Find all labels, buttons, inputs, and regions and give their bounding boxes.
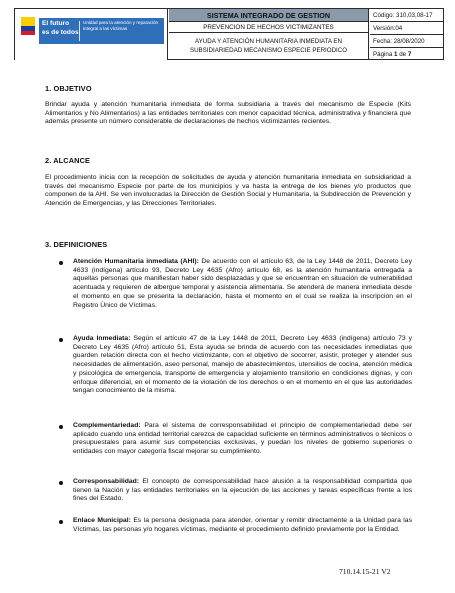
definition-term: Corresponsabilidad: [73, 478, 140, 485]
agency-logo [15, 9, 168, 60]
definition-text: De acuerdo con el artículo 63, de la Ley 1448 de 2011, Decreto Ley 4633 (indígena) artículo 93, Decreto Ley 4635 (Afro) artículo 68, es la atención humanitaria entregada a aquellas personas que manifiestan haber sido desplazadas y que se encuentran en situación de vulnerabilidad acentuada y requieren de albergue temporal y asistencia alimentaria. Se atenderá de manera inmediata desde el momento en que se presenta la declaración, hasta el momento en el cual se realiza la inscripción en el Registro Único de Víctimas. [73, 258, 412, 309]
page-prefix: Página [373, 51, 393, 58]
system-title: SISTEMA INTEGRADO DE GESTION [169, 9, 369, 22]
definition-text: El concepto de corresponsabilidad hace alusión a la responsabilidad compartida que tienen la Nación y las entidades territoriales en la ejecución de las acciones y tareas específicas frente a los fines del Estado. [73, 478, 412, 503]
section-heading-alcance: 2. ALCANCE [45, 156, 91, 165]
colombia-flag-icon [21, 17, 35, 35]
definition-text: Según el artículo 47 de la Ley 1448 de 2011, Decreto Ley 4633 (indígena) artículo 73 y Decreto Ley 4635 (Afro) artículo 51, Esta ayuda se brinda de acuerdo con las necesidades inmediatas que guarden relación directa con el hecho victimizante, con el objetivo de socorrer, asistir, proteger y atender sus necesidades de alimentación, aseo personal, manejo de abastecimientos, utensilios de cocina, atención médica y psicológica de emergencia, transporte de emergencia y alojamiento transitorio en condiciones dignas, y con enfoque diferencial, en el momento de la violación de los derechos o en el momento en el que las autoridades tengan conocimiento de la misma. [73, 335, 413, 395]
definition-term: Atención Humanitaria inmediata (AHI): [73, 258, 199, 265]
definition-item [73, 422, 412, 457]
brand-block [39, 18, 164, 44]
document-code: Código: 310,03,08-17 [370, 9, 444, 22]
bullet-icon [59, 481, 63, 485]
procedure-title: AYUDA Y ATENCIÓN HUMANITARIA INMEDIATA EN SUBSIDIARIEDAD MECANISMO ESPECIE PERIODICO [169, 33, 369, 60]
definition-term: Enlace Municipal: [73, 517, 131, 524]
definition-text: Para el sistema de corresponsabilidad el principio de complementariedad debe ser aplicado cuando una entidad territorial carezca de capacidad suficiente en términos administrativos o técnicos o presupuestales para asumir sus competencias exclusivas, y puedan los niveles de gobierno superiores o entidades con mayor categoría fiscal mejorar su cumplimiento. [73, 422, 412, 456]
brand-line-2: es de todos [42, 29, 79, 36]
document-reference: 710.14.15-21 V2 [339, 567, 391, 576]
agency-name: Unidad para la atención y reparación integral a las víctimas [83, 20, 159, 31]
bullet-icon [59, 425, 63, 429]
page-indicator [370, 48, 444, 60]
page-total: 7 [407, 51, 412, 58]
definition-item [73, 517, 412, 534]
bullet-icon [59, 261, 63, 265]
page-number: 1 [394, 51, 398, 58]
definition-term: Complementariedad: [73, 422, 141, 429]
bullet-icon [59, 338, 63, 342]
definition-item [73, 335, 412, 396]
brand-line-1: El futuro [42, 20, 70, 27]
document-version: Versión:04 [370, 22, 444, 35]
definition-text: Es la persona designada para atender, orientar y remitir directamente a la Unidad para las Víctimas, las personas y/o hogares víctimas, mediante el procedimiento definido previamente por la Entidad. [73, 517, 412, 533]
section-heading-definiciones: 3. DEFINICIONES [45, 240, 108, 249]
document-date: Fecha: 28/08/2020 [370, 35, 444, 48]
brand-divider [79, 21, 80, 41]
objetivo-paragraph: Brindar ayuda y atención humanitaria inmediata de forma subsidiaria a través del mecanismo de Especie (Kits Alimentarios y No Alimentarios) a las entidades territoriales con menor capacidad técnica, administrativa y financiera que además presente un número considerable de declaraciones de hechos victimizantes recientes. [45, 101, 411, 126]
page-of: de [399, 51, 407, 58]
definition-item [73, 478, 412, 504]
alcance-paragraph: El procedimiento inicia con la recepción de solicitudes de ayuda y atención humanitaria inmediata en subsidiaridad a través del mecanismo Especie por parte de los municipios y va hasta la entrega de los bienes y/o productos que componen de la AHI. Se ven involucradas la Dirección de Gestión Social y Humanitaria, la Subdirección de Prevención y Atención de Emergencias, y las Direcciones Territoriales. [45, 174, 411, 208]
section-heading-objetivo: 1. OBJETIVO [45, 84, 92, 93]
process-subtitle: PREVENCION DE HECHOS VICTIMIZANTES [169, 22, 369, 33]
bullet-icon [59, 520, 63, 524]
definition-term: Ayuda Inmediata: [73, 335, 131, 342]
definition-item [73, 258, 412, 310]
document-header [14, 8, 444, 60]
